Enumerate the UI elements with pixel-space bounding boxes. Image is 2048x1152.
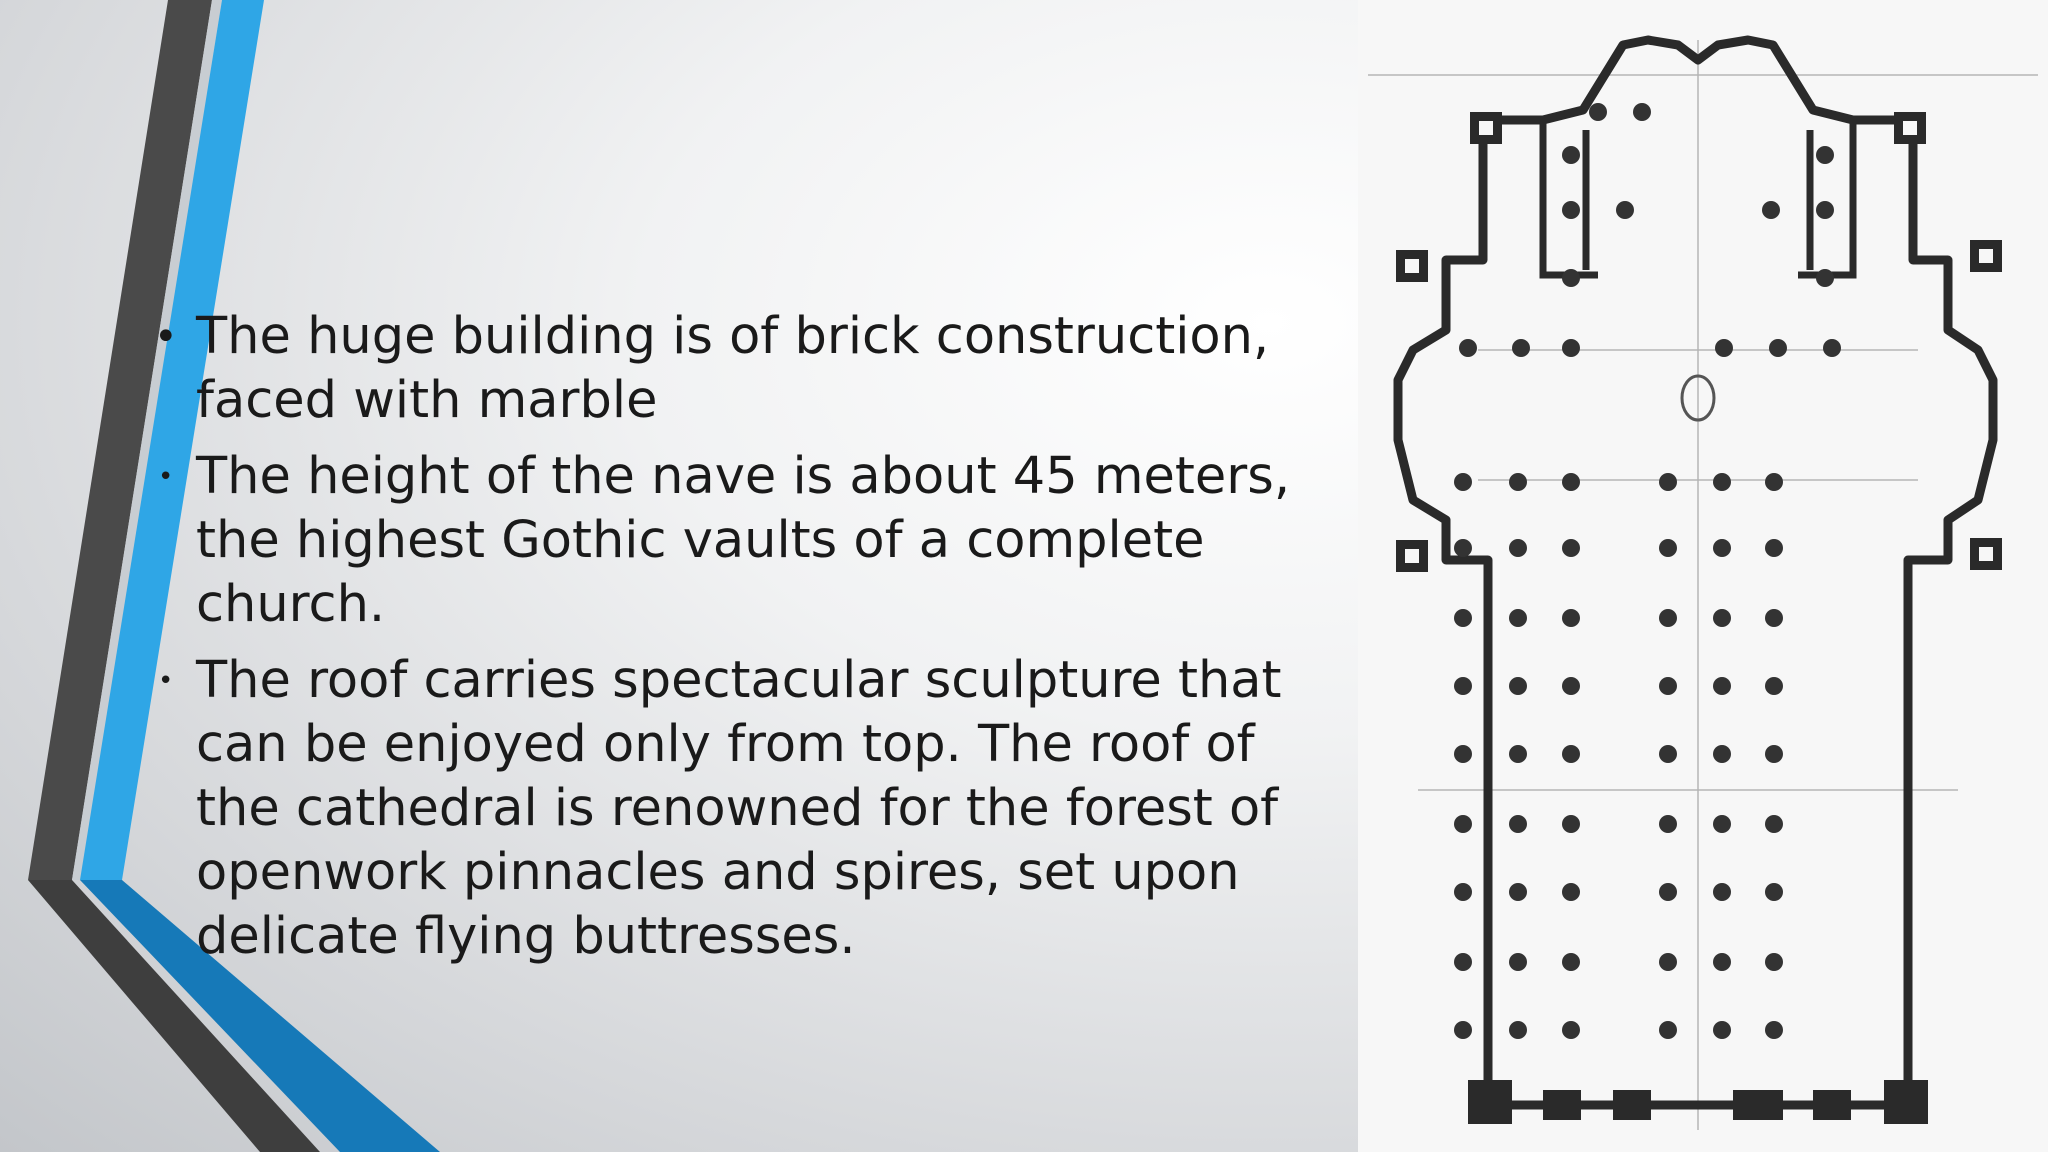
bullet-item bbox=[150, 445, 1350, 637]
pier bbox=[1562, 269, 1580, 287]
pier bbox=[1659, 473, 1677, 491]
pier bbox=[1459, 339, 1477, 357]
pier bbox=[1562, 609, 1580, 627]
pier bbox=[1509, 883, 1527, 901]
pier bbox=[1713, 609, 1731, 627]
cathedral-floor-plan-image bbox=[1358, 0, 2048, 1152]
pier bbox=[1509, 609, 1527, 627]
pier bbox=[1769, 339, 1787, 357]
outer-wall bbox=[1398, 40, 1993, 1105]
pier bbox=[1509, 539, 1527, 557]
pier bbox=[1454, 609, 1472, 627]
pier bbox=[1509, 745, 1527, 763]
pier bbox=[1562, 953, 1580, 971]
pier bbox=[1816, 201, 1834, 219]
pier bbox=[1715, 339, 1733, 357]
bullet-list bbox=[150, 305, 1350, 981]
floor-plan-drawing bbox=[1358, 0, 2048, 1152]
bullet-dot: • bbox=[158, 462, 174, 492]
pier bbox=[1562, 677, 1580, 695]
pier bbox=[1823, 339, 1841, 357]
pier bbox=[1713, 473, 1731, 491]
pier bbox=[1562, 1021, 1580, 1039]
pier bbox=[1713, 953, 1731, 971]
pier bbox=[1562, 745, 1580, 763]
pier bbox=[1659, 953, 1677, 971]
pier bbox=[1713, 1021, 1731, 1039]
bullet-item bbox=[150, 649, 1350, 969]
pier bbox=[1562, 473, 1580, 491]
pier bbox=[1659, 745, 1677, 763]
pier bbox=[1816, 146, 1834, 164]
pier-dots bbox=[1454, 103, 1841, 1039]
pier bbox=[1713, 539, 1731, 557]
bullet-text: The roof carries spectacular sculpture that can be enjoyed only from top. The roof of the cathedral is renowned for the forest of openwork pinnacles and spires, set upon delicate flying buttresses. bbox=[196, 651, 1282, 966]
pier bbox=[1713, 815, 1731, 833]
pier bbox=[1816, 269, 1834, 287]
pier bbox=[1659, 815, 1677, 833]
pier bbox=[1765, 473, 1783, 491]
bullet-dot: • bbox=[158, 666, 174, 696]
pier bbox=[1509, 815, 1527, 833]
pier bbox=[1765, 1021, 1783, 1039]
pier bbox=[1713, 883, 1731, 901]
pier bbox=[1509, 1021, 1527, 1039]
pier bbox=[1659, 609, 1677, 627]
pier bbox=[1713, 677, 1731, 695]
pier bbox=[1562, 339, 1580, 357]
bullet-text: The huge building is of brick construction, faced with marble bbox=[196, 307, 1270, 430]
pier bbox=[1509, 677, 1527, 695]
pier bbox=[1765, 677, 1783, 695]
pier bbox=[1454, 745, 1472, 763]
pier bbox=[1454, 953, 1472, 971]
pier bbox=[1765, 883, 1783, 901]
pier bbox=[1562, 201, 1580, 219]
pier bbox=[1765, 953, 1783, 971]
pier bbox=[1765, 609, 1783, 627]
pier bbox=[1589, 103, 1607, 121]
pier bbox=[1659, 883, 1677, 901]
pier bbox=[1762, 201, 1780, 219]
pier bbox=[1562, 815, 1580, 833]
bullet-item bbox=[150, 305, 1350, 433]
pier bbox=[1765, 745, 1783, 763]
bullet-dot: • bbox=[154, 314, 178, 360]
pier bbox=[1765, 815, 1783, 833]
pier bbox=[1454, 473, 1472, 491]
pier bbox=[1454, 815, 1472, 833]
pier bbox=[1659, 539, 1677, 557]
pier bbox=[1512, 339, 1530, 357]
pier bbox=[1454, 1021, 1472, 1039]
pier bbox=[1509, 953, 1527, 971]
pier bbox=[1765, 539, 1783, 557]
pier bbox=[1633, 103, 1651, 121]
pier bbox=[1562, 883, 1580, 901]
pier bbox=[1509, 473, 1527, 491]
pier bbox=[1454, 539, 1472, 557]
pier bbox=[1659, 1021, 1677, 1039]
pier bbox=[1562, 146, 1580, 164]
pier bbox=[1562, 539, 1580, 557]
bullet-text: The height of the nave is about 45 meters, the highest Gothic vaults of a complete church. bbox=[196, 447, 1291, 634]
pier bbox=[1454, 883, 1472, 901]
pier bbox=[1713, 745, 1731, 763]
pier bbox=[1659, 677, 1677, 695]
pier bbox=[1454, 677, 1472, 695]
pier bbox=[1616, 201, 1634, 219]
